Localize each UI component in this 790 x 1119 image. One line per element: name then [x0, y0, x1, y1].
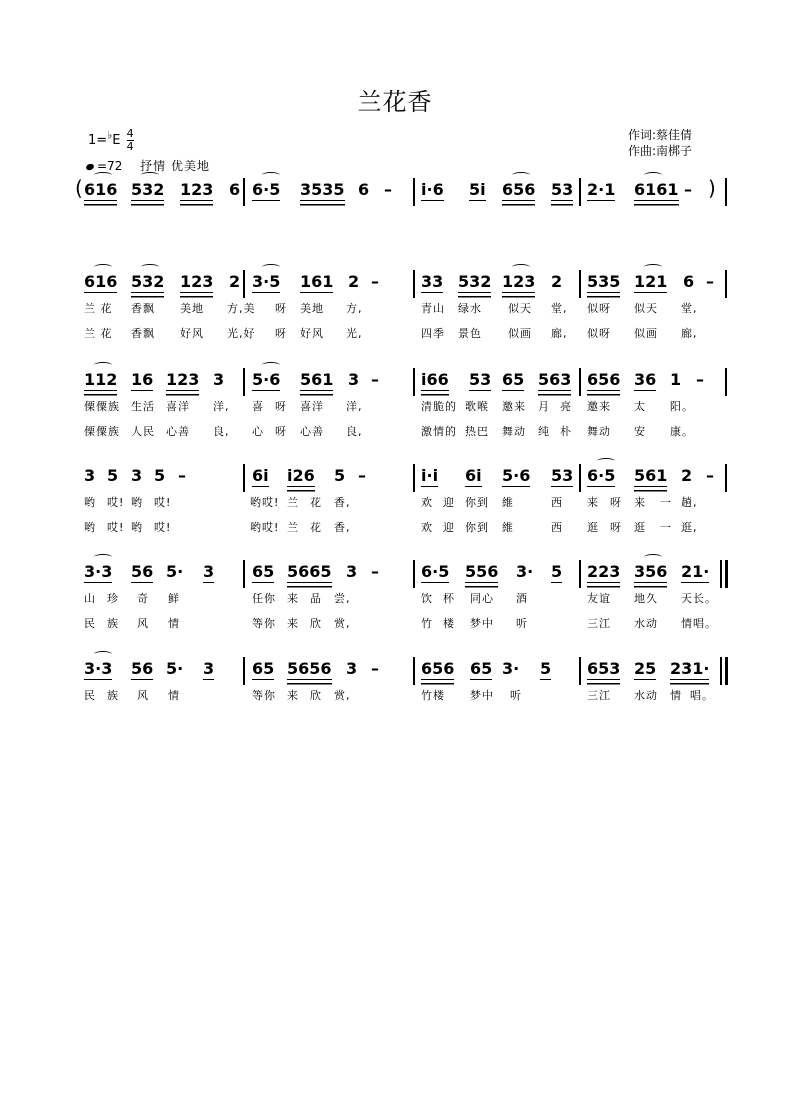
credits [628, 127, 692, 159]
lyric-syllable: 哟哎! [250, 496, 280, 509]
note-group: i66 [421, 370, 449, 389]
note-group: 2 [229, 272, 241, 291]
lyric-syllable: 康。 [670, 425, 694, 438]
lyric-syllable: 酒 [516, 592, 528, 605]
lyric-syllable: 哎! [154, 496, 172, 509]
note-group: 53 [469, 370, 492, 389]
lyric-syllable: 民 [84, 617, 96, 630]
lyricist: 作词:蔡佳倩 [628, 128, 693, 142]
note-group: 3 [348, 370, 360, 389]
lyric-syllable: 哎! [154, 521, 172, 534]
lyric-syllable: 阳。 [670, 400, 694, 413]
note-group: 121 [634, 272, 668, 291]
lyric-syllable: 心善 [166, 425, 190, 438]
lyric-syllable: 兰 [287, 521, 299, 534]
note-group: 6 [358, 180, 370, 199]
lyric-syllable: 山 [84, 592, 96, 605]
lyric-syllable: 兰 [287, 496, 299, 509]
note-group: 53 [551, 466, 574, 485]
lyric-syllable: 情 [670, 689, 682, 702]
lyric-syllable: 香飘 [131, 302, 155, 315]
note-group: 3·5 [252, 272, 281, 291]
lyric-syllable: 梦中 [470, 689, 494, 702]
lyric-syllable: 楼 [443, 617, 455, 630]
bar-line [579, 464, 581, 492]
lyric-syllable: 品 [310, 592, 322, 605]
slur-mark [94, 554, 112, 560]
note-group: 231· [670, 659, 710, 678]
note-group: – [684, 180, 692, 199]
lyric-syllable: 兰 花 [84, 302, 113, 315]
note-group: – [371, 370, 379, 389]
lyric-syllable: 人民 [131, 425, 155, 438]
lyric-syllable: 同心 [470, 592, 494, 605]
lyric-syllable: 四季 [421, 327, 445, 340]
note-group: 5·6 [502, 466, 531, 485]
lyric-syllable: 朴 [560, 425, 572, 438]
note-group: 33 [421, 272, 444, 291]
lyric-syllable: 安 [634, 425, 646, 438]
note-group: 5· [166, 659, 184, 678]
lyric-syllable: 呀 [275, 327, 287, 340]
lyric-syllable: 来 [287, 617, 299, 630]
note-group: 5 [154, 466, 166, 485]
lyric-syllable: 青山 [421, 302, 445, 315]
slur-mark [512, 264, 530, 270]
note-group: 656 [587, 370, 621, 389]
lyric-syllable: 哟 [84, 521, 96, 534]
lyric-syllable: 花 [310, 496, 322, 509]
lyric-syllable: 邀来 [502, 400, 526, 413]
page-title: 兰花香 [357, 88, 433, 116]
note-group: 65 [470, 659, 493, 678]
slur-mark [94, 362, 112, 368]
lyric-syllable: 你到 [465, 521, 489, 534]
time-signature [127, 128, 134, 153]
note-group: – [371, 659, 379, 678]
lyric-syllable: 舞动 [587, 425, 611, 438]
lyric-syllable: 三江 [587, 617, 611, 630]
lyric-syllable: 欣 [310, 617, 322, 630]
note-group: 616 [84, 272, 118, 291]
bar-line [243, 464, 245, 492]
tempo-value: =72 [97, 159, 123, 173]
note-group: 6·5 [421, 562, 450, 581]
lyric-syllable: 似画 [634, 327, 658, 340]
lyric-syllable: 饮 [421, 592, 433, 605]
bar-line [243, 560, 245, 588]
slur-mark [262, 172, 280, 178]
lyric-syllable: 杯 [443, 592, 455, 605]
lyric-syllable: 呀 [275, 425, 287, 438]
lyric-syllable: 美地 [300, 302, 324, 315]
note-group: 532 [131, 272, 165, 291]
bar-line [579, 560, 581, 588]
lyric-syllable: 似画 [508, 327, 532, 340]
bar-line [413, 178, 415, 206]
bar-line [243, 657, 245, 685]
expression-text: 抒情 优美地 [140, 159, 210, 173]
note-group: – [706, 272, 714, 291]
bar-line [579, 368, 581, 396]
slur-mark [644, 264, 662, 270]
note-group: 561 [634, 466, 668, 485]
lyric-syllable: 堂, [551, 302, 568, 315]
lyric-syllable: 纯 [538, 425, 550, 438]
note-group: 5656 [287, 659, 332, 678]
lyric-syllable: 哎! [107, 521, 125, 534]
lyric-syllable: 哎! [107, 496, 125, 509]
lyric-syllable: 香, [334, 521, 351, 534]
lyric-syllable: 友谊 [587, 592, 611, 605]
note-group: 535 [587, 272, 621, 291]
open-paren: ( [75, 176, 83, 200]
repeat-bar-line [720, 560, 722, 588]
lyric-syllable: 似呀 [587, 327, 611, 340]
lyric-syllable: 好风 [180, 327, 204, 340]
lyric-syllable: 民 [84, 689, 96, 702]
note-group: 2 [551, 272, 563, 291]
note-group: 5·6 [252, 370, 281, 389]
lyric-syllable: 景色 [458, 327, 482, 340]
note-group: 3 [346, 562, 358, 581]
bar-line [725, 464, 727, 492]
slur-mark [94, 264, 112, 270]
slur-mark [262, 264, 280, 270]
lyric-syllable: 竹楼 [421, 689, 445, 702]
note-group: – [358, 466, 366, 485]
note-group: 532 [458, 272, 492, 291]
bar-line [725, 178, 727, 206]
bar-line [413, 657, 415, 685]
note-group: 3 [213, 370, 225, 389]
note-group: 6·5 [587, 466, 616, 485]
lyric-syllable: 歌喉 [465, 400, 489, 413]
quarter-note-icon [85, 162, 95, 170]
lyric-syllable: 鲜 [168, 592, 180, 605]
lyric-syllable: 风 [137, 617, 149, 630]
lyric-syllable: 一 [660, 496, 672, 509]
lyric-syllable: 心 [252, 425, 264, 438]
lyric-syllable: 香飘 [131, 327, 155, 340]
note-group: 556 [465, 562, 499, 581]
lyric-syllable: 洋, [346, 400, 363, 413]
lyric-syllable: 奇 [137, 592, 149, 605]
note-group: 123 [502, 272, 536, 291]
lyric-syllable: 堂, [681, 302, 698, 315]
note-group: 53 [551, 180, 574, 199]
note-group: 161 [300, 272, 334, 291]
lyric-syllable: 亮 [560, 400, 572, 413]
lyric-syllable: 心善 [300, 425, 324, 438]
lyric-syllable: 来 [587, 496, 599, 509]
lyric-syllable: 哟哎! [250, 521, 280, 534]
lyric-syllable: 美地 [180, 302, 204, 315]
note-group: – [696, 370, 704, 389]
lyric-syllable: 水动 [634, 617, 658, 630]
slur-mark [141, 172, 159, 178]
lyric-syllable: 廊, [681, 327, 698, 340]
lyric-syllable: 太 [634, 400, 646, 413]
lyric-syllable: 你到 [465, 496, 489, 509]
lyric-syllable: 哟 [131, 521, 143, 534]
lyric-syllable: 月 [538, 400, 550, 413]
lyric-syllable: 唱。 [690, 689, 714, 702]
bar-line [579, 178, 581, 206]
time-denominator: 4 [126, 140, 134, 153]
lyric-syllable: 似呀 [587, 302, 611, 315]
note-group: 656 [421, 659, 455, 678]
note-group: – [706, 466, 714, 485]
lyric-syllable: 地久 [634, 592, 658, 605]
key-prefix: 1= [88, 133, 108, 148]
lyric-syllable: 族 [107, 689, 119, 702]
lyric-syllable: 哟 [84, 496, 96, 509]
note-group: 656 [502, 180, 536, 199]
lyric-syllable: 兰 花 [84, 327, 113, 340]
lyric-syllable: 任你 [252, 592, 276, 605]
lyric-syllable: 尝, [334, 592, 351, 605]
lyric-syllable: 听 [516, 617, 528, 630]
note-group: 3 [203, 659, 215, 678]
lyric-syllable: 邀来 [587, 400, 611, 413]
slur-mark [262, 362, 280, 368]
lyric-syllable: 西 [551, 496, 563, 509]
note-group: – [384, 180, 392, 199]
note-group: 5· [166, 562, 184, 581]
note-group: 356 [634, 562, 668, 581]
note-group: 3 [346, 659, 358, 678]
lyric-syllable: 欢 [421, 496, 433, 509]
lyric-syllable: 喜 [252, 400, 264, 413]
lyric-syllable: 舞动 [502, 425, 526, 438]
lyric-syllable: 竹 [421, 617, 433, 630]
note-group: 561 [300, 370, 334, 389]
lyric-syllable: 良, [346, 425, 363, 438]
lyric-syllable: 香, [334, 496, 351, 509]
key-letter: E [112, 133, 121, 148]
note-group: 3·3 [84, 659, 113, 678]
lyric-syllable: 方,美 [227, 302, 256, 315]
note-group: 3· [502, 659, 520, 678]
lyric-syllable: 西 [551, 521, 563, 534]
lyric-syllable: 赏, [334, 617, 351, 630]
time-numerator: 4 [126, 127, 134, 140]
slur-mark [141, 264, 159, 270]
bar-line [579, 270, 581, 298]
bar-line [725, 270, 727, 298]
note-group: 65 [252, 562, 275, 581]
lyric-syllable: 梦中 [470, 617, 494, 630]
note-group: 3·3 [84, 562, 113, 581]
bar-line [243, 368, 245, 396]
lyric-syllable: 赏, [334, 689, 351, 702]
lyric-syllable: 逛 [634, 521, 646, 534]
lyric-syllable: 听 [510, 689, 522, 702]
lyric-syllable: 热巴 [465, 425, 489, 438]
lyric-syllable: 花 [310, 521, 322, 534]
note-group: 56 [131, 659, 154, 678]
lyric-syllable: 水动 [634, 689, 658, 702]
lyric-syllable: 三江 [587, 689, 611, 702]
lyric-syllable: 天长。 [681, 592, 717, 605]
note-group: 123 [180, 272, 214, 291]
note-group: 6i [465, 466, 482, 485]
note-group: 3535 [300, 180, 345, 199]
lyric-syllable: 呀 [275, 302, 287, 315]
note-group: 3· [516, 562, 534, 581]
lyric-syllable: 迎 [443, 496, 455, 509]
bar-line [413, 464, 415, 492]
note-group: 21· [681, 562, 710, 581]
bar-line [243, 178, 245, 206]
note-group: 6i [252, 466, 269, 485]
note-group: 563 [538, 370, 572, 389]
flat-sign: ♭ [107, 128, 113, 142]
bar-line [725, 368, 727, 396]
lyric-syllable: 绿水 [458, 302, 482, 315]
lyric-syllable: 呀 [610, 496, 622, 509]
lyric-syllable: 呀 [610, 521, 622, 534]
bar-line [579, 657, 581, 685]
note-group: 223 [587, 562, 621, 581]
note-group: 5i [469, 180, 486, 199]
lyric-syllable: 似天 [634, 302, 658, 315]
lyric-syllable: 珍 [107, 592, 119, 605]
note-group: 616 [84, 180, 118, 199]
note-group: 1 [670, 370, 682, 389]
note-group: 2·1 [587, 180, 616, 199]
note-group: 653 [587, 659, 621, 678]
slur-mark [644, 554, 662, 560]
lyric-syllable: 族 [107, 617, 119, 630]
note-group: 6 [229, 180, 241, 199]
lyric-syllable: 呀 [275, 400, 287, 413]
slur-mark [597, 458, 615, 464]
note-group: i26 [287, 466, 315, 485]
bar-line [413, 368, 415, 396]
lyric-syllable: 哟 [131, 496, 143, 509]
lyric-syllable: 情唱。 [681, 617, 717, 630]
lyric-syllable: 傈僳族 [84, 425, 120, 438]
note-group: 2 [348, 272, 360, 291]
composer: 作曲:南梆子 [628, 144, 693, 158]
note-group: 6 [683, 272, 695, 291]
bar-line [413, 560, 415, 588]
note-group: 123 [166, 370, 200, 389]
lyric-syllable: 迎 [443, 521, 455, 534]
note-group: 56 [131, 562, 154, 581]
lyric-syllable: 傈僳族 [84, 400, 120, 413]
lyric-syllable: 洋, [213, 400, 230, 413]
note-group: 16 [131, 370, 154, 389]
slur-mark [94, 172, 112, 178]
note-group: 65 [502, 370, 525, 389]
lyric-syllable: 逛, [681, 521, 698, 534]
note-group: i·i [421, 466, 439, 485]
lyric-syllable: 等你 [252, 617, 276, 630]
lyric-syllable: 維 [502, 521, 514, 534]
lyric-syllable: 似天 [508, 302, 532, 315]
bar-line [243, 270, 245, 298]
lyric-syllable: 趟, [681, 496, 698, 509]
slur-mark [512, 172, 530, 178]
lyric-syllable: 良, [213, 425, 230, 438]
lyric-syllable: 一 [660, 521, 672, 534]
note-group: – [371, 562, 379, 581]
note-group: – [371, 272, 379, 291]
note-group: 6·5 [252, 180, 281, 199]
note-group: – [178, 466, 186, 485]
repeat-bar-line [720, 657, 722, 685]
lyric-syllable: 风 [137, 689, 149, 702]
lyric-syllable: 等你 [252, 689, 276, 702]
lyric-syllable: 来 [287, 689, 299, 702]
note-group: 532 [131, 180, 165, 199]
lyric-syllable: 喜洋 [166, 400, 190, 413]
note-group: 3 [203, 562, 215, 581]
note-group: 5 [334, 466, 346, 485]
lyric-syllable: 欣 [310, 689, 322, 702]
bar-line [725, 657, 728, 685]
lyric-syllable: 維 [502, 496, 514, 509]
note-group: 3 [131, 466, 143, 485]
note-group: 6161 [634, 180, 679, 199]
slur-mark [644, 172, 662, 178]
note-group: 3 [84, 466, 96, 485]
lyric-syllable: 来 [634, 496, 646, 509]
lyric-syllable: 生活 [131, 400, 155, 413]
note-group: 65 [252, 659, 275, 678]
slur-mark [94, 651, 112, 657]
note-group: 5 [551, 562, 563, 581]
lyric-syllable: 光, [346, 327, 363, 340]
note-group: 112 [84, 370, 118, 389]
bar-line [413, 270, 415, 298]
note-group: 5 [107, 466, 119, 485]
note-group: 36 [634, 370, 657, 389]
note-group: 2 [681, 466, 693, 485]
note-group: 5665 [287, 562, 332, 581]
key-signature [88, 128, 134, 153]
bar-line [725, 560, 728, 588]
lyric-syllable: 来 [287, 592, 299, 605]
lyric-syllable: 欢 [421, 521, 433, 534]
lyric-syllable: 清脆的 [421, 400, 457, 413]
note-group: 5 [540, 659, 552, 678]
lyric-syllable: 好风 [300, 327, 324, 340]
lyric-syllable: 激情的 [421, 425, 457, 438]
lyric-syllable: 廊, [551, 327, 568, 340]
note-group: 123 [180, 180, 214, 199]
lyric-syllable: 情 [168, 689, 180, 702]
note-group: 25 [634, 659, 657, 678]
lyric-syllable: 逛 [587, 521, 599, 534]
lyric-syllable: 情 [168, 617, 180, 630]
lyric-syllable: 光,好 [227, 327, 256, 340]
lyric-syllable: 方, [346, 302, 363, 315]
note-group: i·6 [421, 180, 444, 199]
close-paren: ) [708, 176, 716, 200]
lyric-syllable: 喜洋 [300, 400, 324, 413]
